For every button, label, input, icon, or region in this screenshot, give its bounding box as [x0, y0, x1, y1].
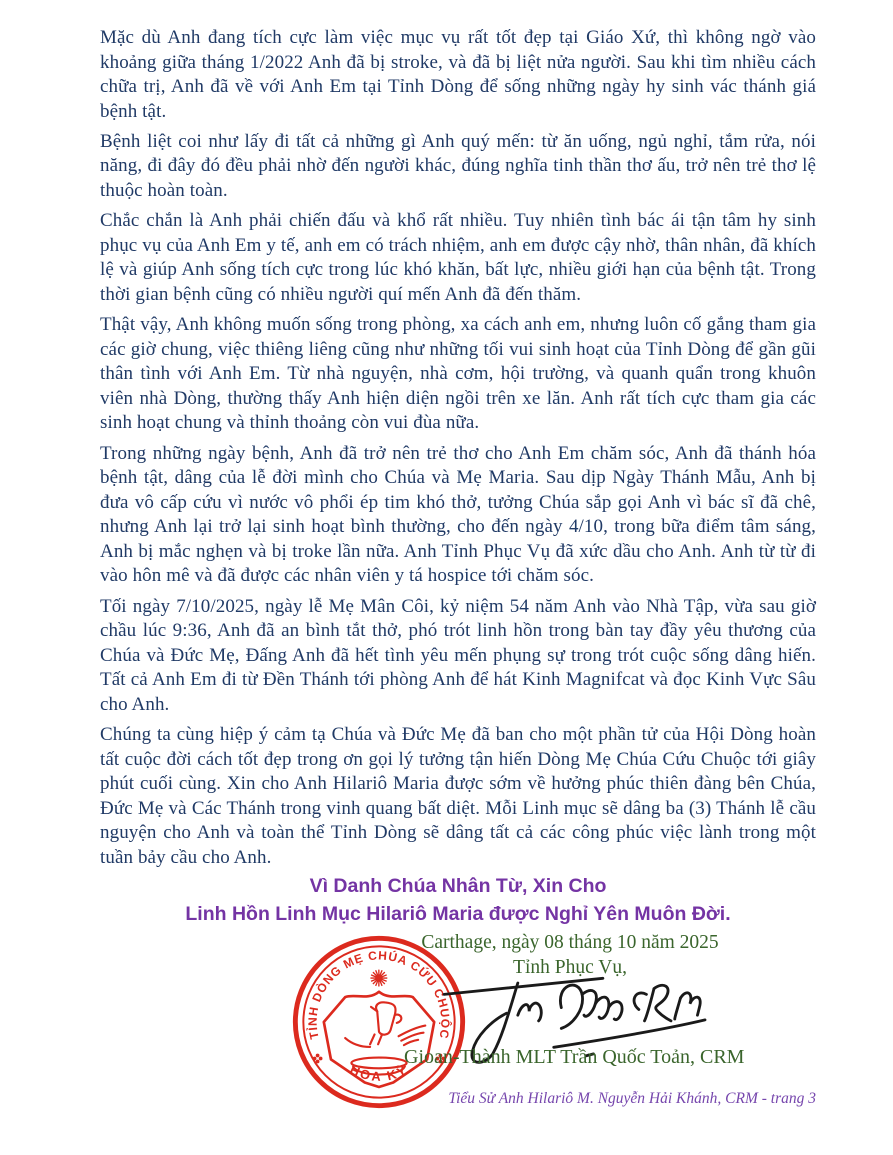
body-paragraphs	[100, 26, 816, 876]
invocation-line-1: Vì Danh Chúa Nhân Từ, Xin Cho	[309, 875, 607, 897]
place-date-line: Carthage, ngày 08 tháng 10 năm 2025	[421, 932, 719, 953]
seal-star-icon: ✺	[369, 966, 389, 993]
paragraph: Tối ngày 7/10/2025, ngày lễ Mẹ Mân Côi, kỷ niệm 54 năm Anh vào Nhà Tập, vừa sau giờ chầu lúc 9:36, Anh đã an bình tắt thở, phó trót linh hồn trong bàn tay đầy yêu thương của Chúa và Đức Mẹ, Đấng Anh đã hết tình yêu mến phụng sự trong trót cuộc sống dâng hiến. Tất cả Anh Em đi từ Đền Thánh tới phòng Anh để hát Kinh Magnifcat và đọc Kinh Vực Sâu cho Anh.	[100, 595, 816, 715]
invocation-line-2: Linh Hồn Linh Mục Hilariô Maria được Nghỉ Yên Muôn Đời.	[185, 903, 731, 925]
paragraph: Chắc chắn là Anh phải chiến đấu và khổ rất nhiều. Tuy nhiên tình bác ái tận tâm hy sinh phục vụ của Anh Em y tế, anh em có trách nhiệm, anh em được cậy nhờ, thân nhân, đã khích lệ và giúp Anh sống tích cực trong lúc khó khăn, bất lực, nhiều giới hạn của bệnh tật. Trong thời gian bệnh cũng có nhiều người quí mến Anh đã đến thăm.	[100, 210, 816, 305]
paragraph: Bệnh liệt coi như lấy đi tất cả những gì Anh quý mến: từ ăn uống, ngủ nghỉ, tắm rửa, nói năng, đi đây đó đều phải nhờ đến người khác, đúng nghĩa tinh thần thơ ấu, trở nên trẻ thơ lệ thuộc hoàn toàn.	[100, 130, 816, 202]
seal-bottom-text: HOA KỲ	[347, 1061, 411, 1084]
page-footer: Tiểu Sử Anh Hilariô M. Nguyễn Hải Khánh, CRM - trang 3	[448, 1090, 816, 1107]
paragraph: Mặc dù Anh đang tích cực làm việc mục vụ rất tốt đẹp tại Giáo Xứ, thì không ngờ vào khoảng giữa tháng 1/2022 Anh đã bị stroke, và đã bị liệt nửa người. Sau khi tìm nhiều cách chữa trị, Anh đã về với Anh Em tại Tỉnh Dòng để sống những ngày hy sinh vác thánh giá bệnh tật.	[100, 27, 816, 122]
paragraph: Trong những ngày bệnh, Anh đã trở nên trẻ thơ cho Anh Em chăm sóc, Anh đã thánh hóa bệnh tật, dâng của lễ đời mình cho Chúa và Mẹ Maria. Sau dịp Ngày Thánh Mẫu, Anh bị đưa vô cấp cứu vì nước vô phổi ép tim khó thở, tưởng Chúa sắp gọi Anh vì bác sĩ đã chê, nhưng Anh lại trở lại sinh hoạt bình thường, cho đến ngày 4/10, trong bữa điểm tâm sáng, Anh bị mắc nghẹn và bị troke lần nữa. Anh Tỉnh Phục Vụ đã xức dầu cho Anh. Anh từ từ đi vào hôn mê và đã được các nhân viên y tá hospice tới chăm sóc.	[100, 442, 816, 587]
role-line: Tỉnh Phục Vụ,	[513, 957, 627, 978]
paragraph: Chúng ta cùng hiệp ý cảm tạ Chúa và Đức Mẹ đã ban cho một phần tử của Hội Dòng hoàn tất cuộc đời cách tốt đẹp trong ơn gọi lý tưởng tận hiến Dòng Mẹ Chúa Cứu Chuộc tới giây phút cuối cùng. Xin cho Anh Hilariô Maria được sớm về hưởng phúc thiên đàng bên Chúa, Đức Mẹ và Các Thánh trong vinh quang bất diệt. Mỗi Linh mục sẽ dâng ba (3) Thánh lễ cầu nguyện cho Anh và toàn thể Tỉnh Dòng sẽ dâng tất cả các công phúc việc lành trong một tuần bảy cầu cho Anh.	[100, 724, 816, 868]
invocation	[100, 872, 816, 928]
signer-name: Gioan-Thành MLT Trần Quốc Toản, CRM	[404, 1046, 745, 1068]
paragraph: Thật vậy, Anh không muốn sống trong phòng, xa cách anh em, nhưng luôn cố gắng tham gia các giờ chung, việc thiêng liêng cũng như những tối vui sinh hoạt của Tỉnh Dòng để gần gũi thân tình với Anh Em. Từ nhà nguyện, nhà cơm, hội trường, và quanh quẩn trong khuôn viên nhà Dòng, thường thấy Anh hiện diện ngồi trên xe lăn. Anh rất tích cực tham gia các sinh hoạt chung và thỉnh thoảng còn vui đùa nữa.	[100, 314, 816, 434]
seal-ring-text: TỈNH DÒNG MẸ CHÚA CỨU CHUỘC	[305, 948, 453, 1041]
